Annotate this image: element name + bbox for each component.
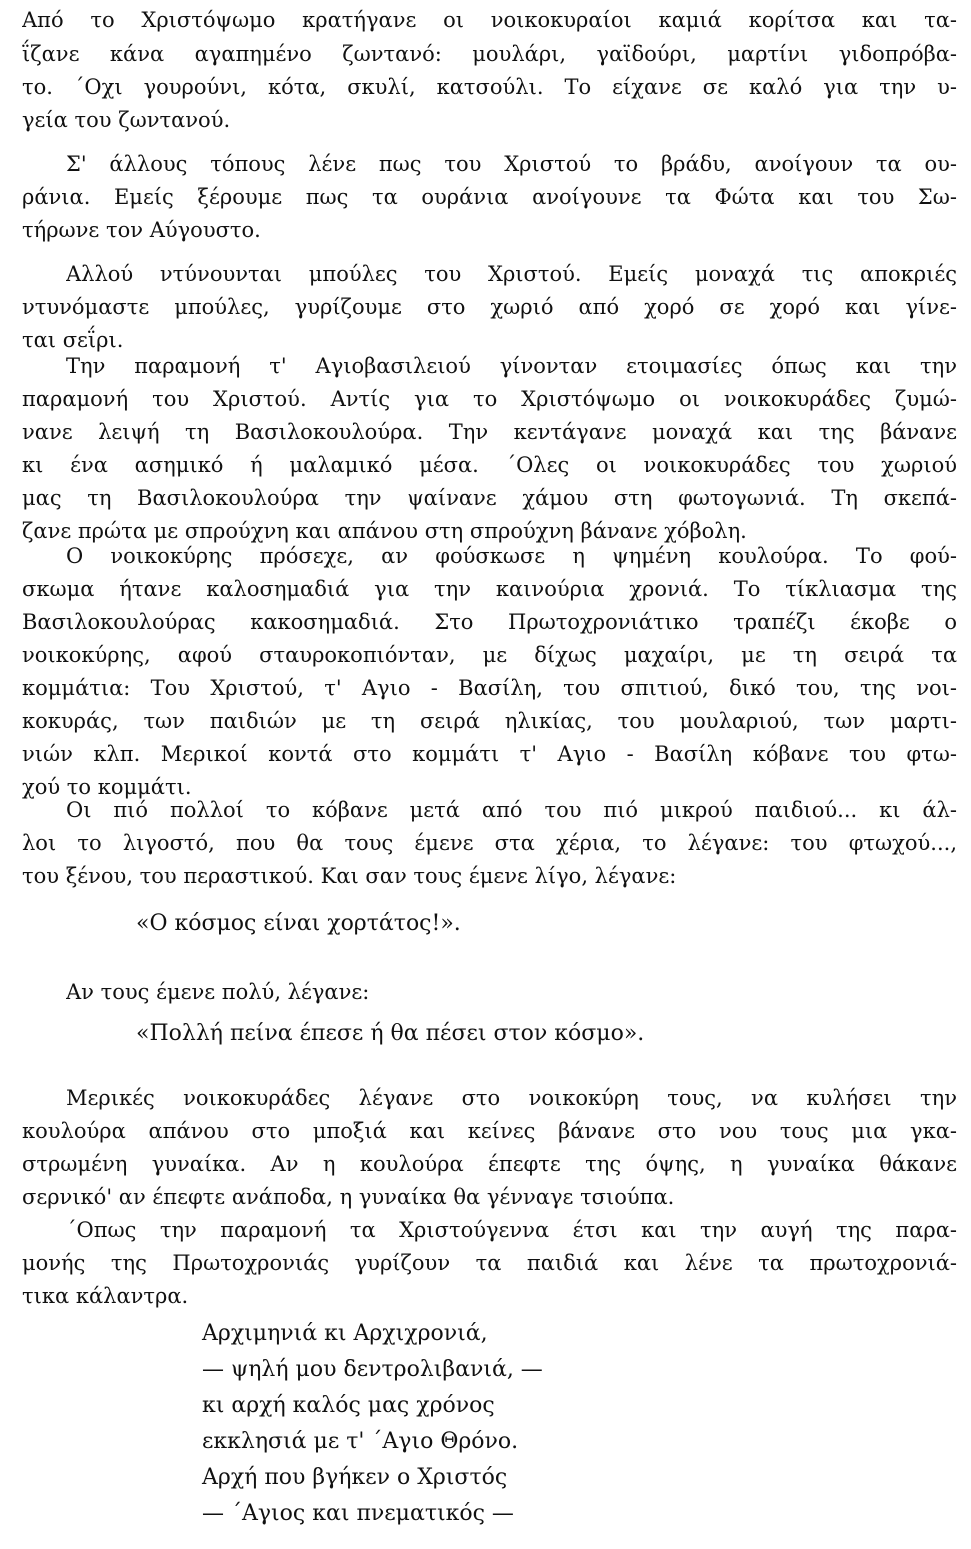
text-line: Βασιλοκουλούρας κακοσημαδιά. Στο Πρωτοχρονιάτικο τραπέζι έκοβε ο <box>22 610 957 634</box>
verse-line: Αρχιμηνιά κι Αρχιχρονιά, <box>202 1321 488 1346</box>
text-line: Σ' άλλους τόπους λένε πως του Χριστού το βράδυ, ανοίγουν τα ου- <box>66 152 957 176</box>
text-line: Αλλού ντύνουνται μπούλες του Χριστού. Εμείς μοναχά τις αποκριές <box>66 262 957 286</box>
text-line: Μερικές νοικοκυράδες λέγανε στο νοικοκύρη τους, να κυλήσει την <box>66 1086 957 1110</box>
text-line: γεία του ζωντανού. <box>22 108 231 132</box>
verse-line: Αρχή που βγήκεν ο Χριστός <box>202 1465 508 1490</box>
verse-line: κι αρχή καλός μας χρόνος <box>202 1393 495 1418</box>
text-line: του ξένου, του περαστικού. Και σαν τους έμενε λίγο, λέγανε: <box>22 864 677 888</box>
text-line: ται σεΐρι. <box>22 328 124 352</box>
text-line: ντυνόμαστε μπούλες, γυρίζουμε στο χωριό από χορό σε χορό και γίνε- <box>22 295 957 319</box>
text-line: μονής της Πρωτοχρονιάς γυρίζουν τα παιδιά και λένε τα πρωτοχρονιά- <box>22 1251 957 1275</box>
text-line: Την παραμονή τ' Αγιοβασιλειού γίνονταν ετοιμασίες όπως και την <box>66 354 957 378</box>
text-line: τικα κάλαντρα. <box>22 1284 189 1308</box>
verse-line: — ΄Αγιος και πνεματικός — <box>202 1501 514 1526</box>
quote-line: «Ο κόσμος είναι χορτάτος!». <box>136 911 461 936</box>
text-line: στρωμένη γυναίκα. Αν η κουλούρα έπεφτε της όψης, η γυναίκα θάκανε <box>22 1152 957 1176</box>
text-line: Ο νοικοκύρης πρόσεχε, αν φούσκωσε η ψημένη κουλούρα. Το φού- <box>66 544 957 568</box>
text-line: Οι πιό πολλοί το κόβανε μετά από του πιό μικρού παιδιού... κι άλ- <box>66 798 957 822</box>
text-line: κι ένα ασημικό ή μαλαμικό μέσα. ΄Ολες οι νοικοκυράδες του χωριού <box>22 453 957 477</box>
quote-line: «Πολλή πείνα έπεσε ή θα πέσει στον κόσμο». <box>136 1021 645 1046</box>
text-line: παραμονή του Χριστού. Αντίς για το Χριστόψωμο οι νοικοκυράδες ζυμώ- <box>22 387 957 411</box>
verse-line: εκκλησιά με τ' ΄Αγιο Θρόνο. <box>202 1429 519 1454</box>
text-line: μας τη Βασιλοκουλούρα την ψαίνανε χάμου στη φωτογωνιά. Τη σκεπά- <box>22 486 957 510</box>
text-line: ΄Οπως την παραμονή τα Χριστούγεννα έτσι και την αυγή της παρα- <box>66 1218 957 1242</box>
text-line: λοι το λιγοστό, που θα τους έμενε στα χέρια, το λέγανε: του φτωχού..., <box>22 831 957 855</box>
text-line: νανε λειψή τη Βασιλοκουλούρα. Την κεντάγανε μοναχά και της βάνανε <box>22 420 957 444</box>
text-line: κομμάτια: Του Χριστού, τ' Αγιο - Βασίλη, του σπιτιού, δικό του, της νοι- <box>22 676 957 700</box>
text-line: Αν τους έμενε πολύ, λέγανε: <box>66 980 370 1004</box>
text-line: νοικοκύρης, αφού σταυροκοπιόνταν, με δίχως μαχαίρι, με τη σειρά τα <box>22 643 957 667</box>
text-line: κουλούρα απάνου στο μποξιά και κείνες βάνανε στο νου τους μια γκα- <box>22 1119 957 1143</box>
text-line: χού το κομμάτι. <box>22 775 192 799</box>
text-line: το. ΄Οχι γουρούνι, κότα, σκυλί, κατσούλι. Το είχανε σε καλό για την υ- <box>22 75 957 99</box>
text-line: ράνια. Εμείς ξέρουμε πως τα ουράνια ανοίγουνε τα Φώτα και του Σω- <box>22 185 957 209</box>
text-line: Από το Χριστόψωμο κρατήγανε οι νοικοκυραίοι καμιά κορίτσα και τα- <box>22 8 957 32</box>
text-line: σερνικό' αν έπεφτε ανάποδα, η γυναίκα θα γένναγε τσιούπα. <box>22 1185 675 1209</box>
text-line: σκωμα ήτανε καλοσημαδιά για την καινούρια χρονιά. Το τίκλιασμα της <box>22 577 957 601</box>
text-line: τήρωνε τον Αύγουστο. <box>22 218 261 242</box>
text-line: κοκυράς, των παιδιών με τη σειρά ηλικίας, του μουλαριού, των μαρτι- <box>22 709 957 733</box>
text-line: ζανε πρώτα με σπρούχνη και απάνου στη σπρούχνη βάνανε χόβολη. <box>22 519 747 543</box>
verse-line: — ψηλή μου δεντρολιβανιά, — <box>202 1357 543 1382</box>
text-line: νιών κλπ. Μερικοί κοντά στο κομμάτι τ' Αγιο - Βασίλη κόβανε του φτω- <box>22 742 957 766</box>
text-line: ΐζανε κάνα αγαπημένο ζωντανό: μουλάρι, γαϊδούρι, μαρτίνι γιδοπρόβα- <box>22 42 957 66</box>
